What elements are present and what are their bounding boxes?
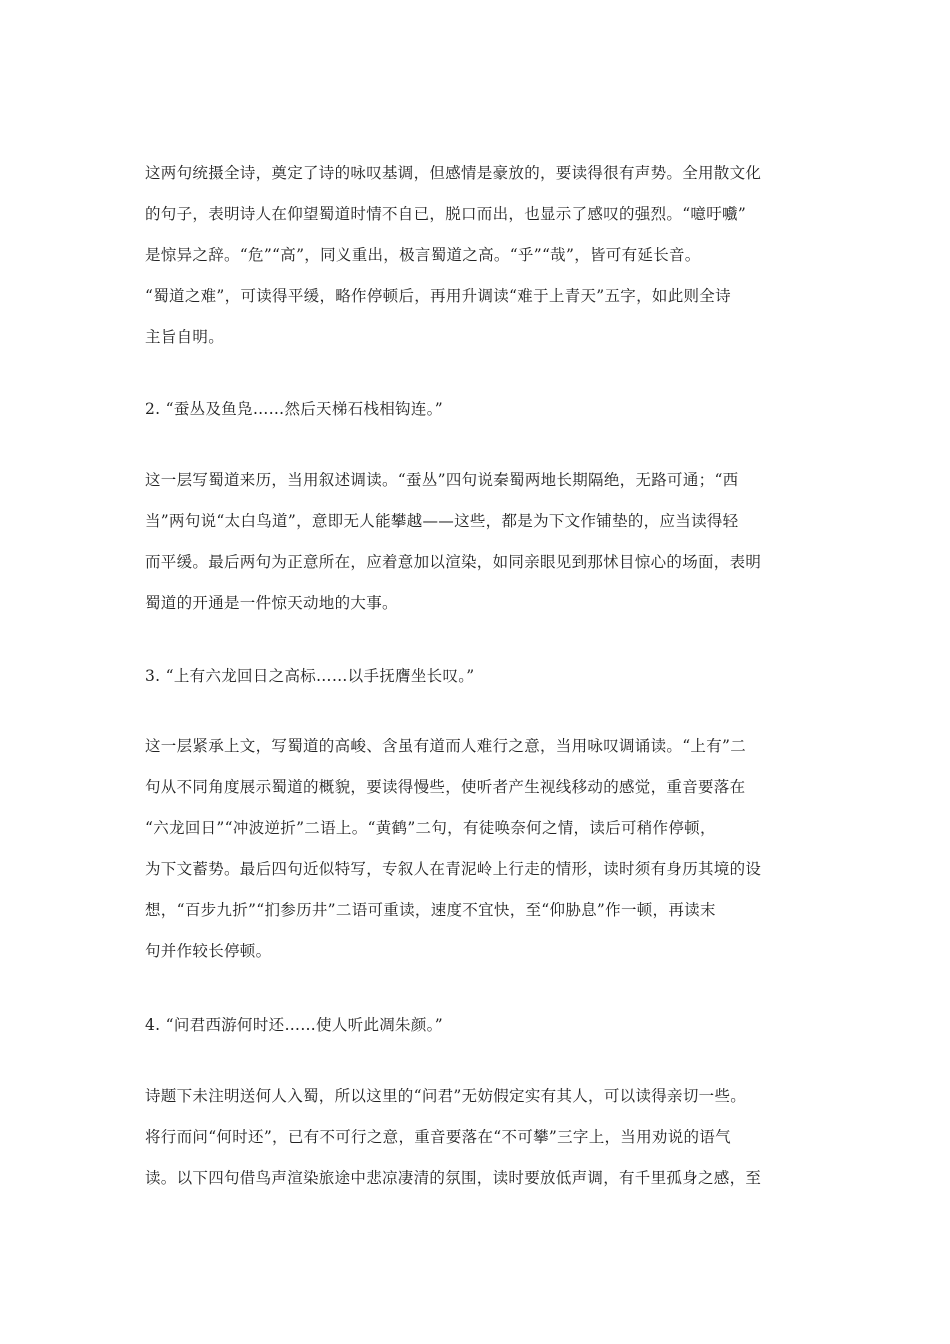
paragraph-3 — [145, 726, 807, 972]
section-heading: 3. “上有六龙回日之高标……以手抚膺坐长叹。” — [145, 667, 475, 685]
text-line: 主旨自明。 — [145, 328, 225, 346]
section-heading-4 — [145, 1015, 807, 1035]
section-heading: 4. “问君西游何时还……使人听此凋朱颜。” — [145, 1016, 443, 1034]
section-heading-3 — [145, 666, 807, 686]
text-line: 的句子，表明诗人在仰望蜀道时情不自已，脱口而出，也显示了感叹的强烈。“噫吁嚱” — [145, 205, 747, 223]
text-line: 句从不同角度展示蜀道的概貌，要读得慢些，使听者产生视线移动的感觉，重音要落在 — [145, 778, 746, 796]
text-line: 为下文蓄势。最后四句近似特写，专叙人在青泥岭上行走的情形，读时须有身历其境的设 — [145, 860, 762, 878]
text-line: 诗题下未注明送何人入蜀，所以这里的“问君”无妨假定实有其人，可以读得亲切一些。 — [145, 1087, 747, 1105]
text-line: 这一层紧承上文，写蜀道的高峻、含虽有道而人难行之意，当用咏叹调诵读。“上有”二 — [145, 737, 747, 755]
text-line: 读。以下四句借鸟声渲染旅途中悲凉凄清的氛围，读时要放低声调，有千里孤身之感，至 — [145, 1169, 762, 1187]
text-line: 这一层写蜀道来历，当用叙述调读。“蚕丛”四句说秦蜀两地长期隔绝，无路可通；“西 — [145, 471, 739, 489]
section-heading-2 — [145, 399, 807, 419]
section-heading: 2. “蚕丛及鱼凫……然后天梯石栈相钩连。” — [145, 400, 443, 418]
text-line: 而平缓。最后两句为正意所在，应着意加以渲染，如同亲眼见到那怵目惊心的场面，表明 — [145, 553, 762, 571]
paragraph-4 — [145, 1076, 807, 1199]
paragraph-2 — [145, 460, 807, 624]
text-line: 是惊异之辞。“危”“高”，同义重出，极言蜀道之高。“乎”“哉”，皆可有延长音。 — [145, 246, 701, 264]
text-line: “蜀道之难”，可读得平缓，略作停顿后，再用升调读“难于上青天”五字，如此则全诗 — [145, 287, 731, 305]
text-line: 将行而问“何时还”，已有不可行之意，重音要落在“不可攀”三字上，当用劝说的语气 — [145, 1128, 731, 1146]
text-line: 这两句统摄全诗，奠定了诗的咏叹基调，但感情是豪放的，要读得很有声势。全用散文化 — [145, 164, 762, 182]
paragraph-1 — [145, 153, 807, 358]
text-line: 蜀道的开通是一件惊天动地的大事。 — [145, 594, 398, 612]
text-line: “六龙回日”“冲波逆折”二语上。“黄鹤”二句，有徒唤奈何之情，读后可稍作停顿， — [145, 819, 716, 837]
text-line: 当”两句说“太白鸟道”，意即无人能攀越——这些，都是为下文作铺垫的，应当读得轻 — [145, 512, 739, 530]
text-line: 想，“百步九折”“扪参历井”二语可重读，速度不宜快，至“仰胁息”作一顿，再读末 — [145, 901, 716, 919]
text-line: 句并作较长停顿。 — [145, 942, 272, 960]
